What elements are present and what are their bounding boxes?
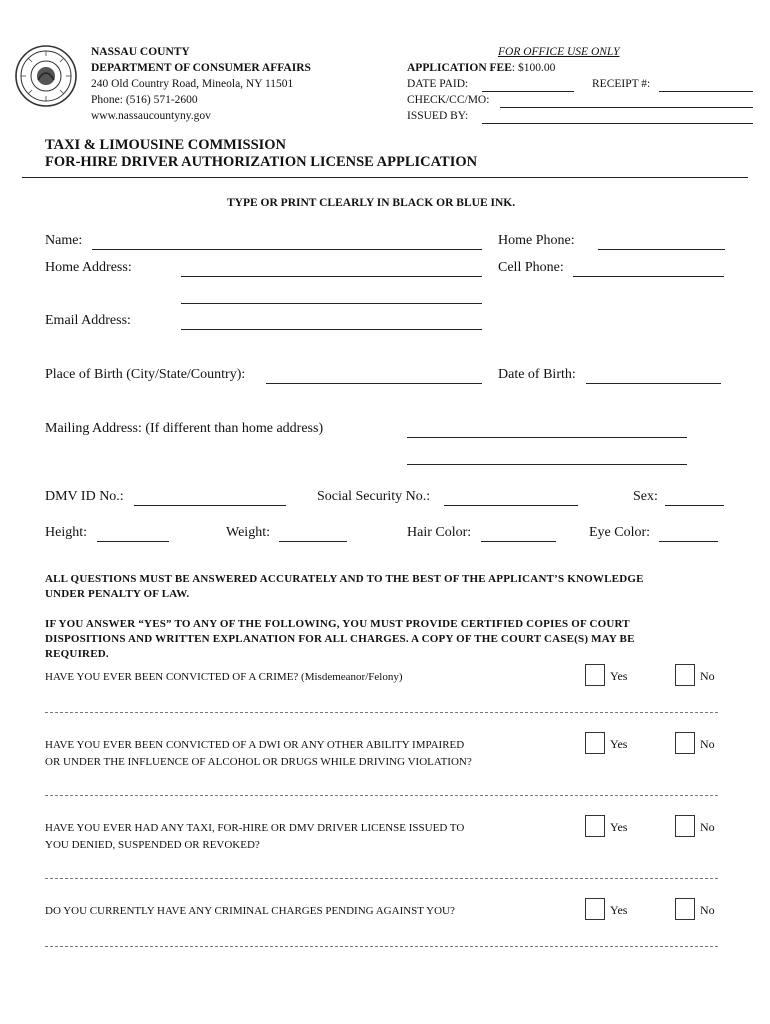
question-4-no-checkbox[interactable] xyxy=(675,898,695,920)
email-label: Email Address: xyxy=(45,313,131,328)
question-3-yes-label: Yes xyxy=(610,820,628,834)
home-address-field-2[interactable] xyxy=(181,303,482,304)
application-fee xyxy=(407,61,555,76)
question-1-text: HAVE YOU EVER BEEN CONVICTED OF A CRIME? (Misdemeanor/Felony) xyxy=(45,671,403,683)
issued-by-line[interactable] xyxy=(482,123,753,124)
sex-field[interactable] xyxy=(665,505,724,506)
ssn-field[interactable] xyxy=(444,505,578,506)
question-3-text-line1: HAVE YOU EVER HAD ANY TAXI, FOR-HIRE OR DMV DRIVER LICENSE ISSUED TO xyxy=(45,822,465,834)
question-3-text-line2: YOU DENIED, SUSPENDED OR REVOKED? xyxy=(45,839,260,851)
org-name: NASSAU COUNTY xyxy=(91,46,190,58)
height-label: Height: xyxy=(45,525,87,540)
mailing-address-field-2[interactable] xyxy=(407,464,687,465)
department-address: 240 Old Country Road, Mineola, NY 11501 xyxy=(91,78,294,90)
ink-instruction: TYPE OR PRINT CLEARLY IN BLACK OR BLUE INK. xyxy=(227,197,516,209)
department-name: DEPARTMENT OF CONSUMER AFFAIRS xyxy=(91,62,311,74)
date-of-birth-label: Date of Birth: xyxy=(498,367,576,382)
dmv-id-field[interactable] xyxy=(134,505,286,506)
question-1-explanation-line[interactable] xyxy=(45,712,718,713)
title-application: FOR-HIRE DRIVER AUTHORIZATION LICENSE APPLICATION xyxy=(45,154,478,170)
department-website: www.nassaucountyny.gov xyxy=(91,110,211,122)
weight-label: Weight: xyxy=(226,525,270,540)
title-rule xyxy=(22,177,748,178)
cell-phone-field[interactable] xyxy=(573,276,724,277)
eye-color-field[interactable] xyxy=(659,541,718,542)
yes-notice-line1: IF YOU ANSWER “YES” TO ANY OF THE FOLLOWING, YOU MUST PROVIDE CERTIFIED COPIES OF COURT xyxy=(45,618,630,630)
county-seal-icon xyxy=(14,44,78,108)
email-field[interactable] xyxy=(181,329,482,330)
question-1-yes-checkbox[interactable] xyxy=(585,664,605,686)
home-phone-label: Home Phone: xyxy=(498,233,575,248)
ssn-label: Social Security No.: xyxy=(317,489,431,504)
question-4-no-label: No xyxy=(700,903,715,917)
yes-notice-line2: DISPOSITIONS AND WRITTEN EXPLANATION FOR ALL CHARGES. A COPY OF THE COURT CASE(S) MAY BE xyxy=(45,633,635,645)
accuracy-notice-line1: ALL QUESTIONS MUST BE ANSWERED ACCURATELY AND TO THE BEST OF THE APPLICANT’S KNOWLEDGE xyxy=(45,573,644,585)
name-field[interactable] xyxy=(92,249,482,250)
question-1-yes-label: Yes xyxy=(610,669,628,683)
question-2-text-line1: HAVE YOU EVER BEEN CONVICTED OF A DWI OR ANY OTHER ABILITY IMPAIRED xyxy=(45,739,465,751)
question-1-no-label: No xyxy=(700,669,715,683)
mailing-address-field-1[interactable] xyxy=(407,437,687,438)
title-commission: TAXI & LIMOUSINE COMMISSION xyxy=(45,137,287,153)
cell-phone-label: Cell Phone: xyxy=(498,260,564,275)
accuracy-notice-line2: UNDER PENALTY OF LAW. xyxy=(45,588,190,600)
question-2-no-checkbox[interactable] xyxy=(675,732,695,754)
question-1-no-checkbox[interactable] xyxy=(675,664,695,686)
sex-label: Sex: xyxy=(633,489,658,504)
mailing-address-label: Mailing Address: (If different than home address) xyxy=(45,421,324,436)
check-cc-mo-line[interactable] xyxy=(500,107,753,108)
question-3-no-label: No xyxy=(700,820,715,834)
place-of-birth-label: Place of Birth (City/State/Country): xyxy=(45,367,246,382)
question-4-yes-label: Yes xyxy=(610,903,628,917)
home-address-field-1[interactable] xyxy=(181,276,482,277)
question-2-explanation-line[interactable] xyxy=(45,795,718,796)
question-2-yes-label: Yes xyxy=(610,737,628,751)
eye-color-label: Eye Color: xyxy=(589,525,651,540)
place-of-birth-field[interactable] xyxy=(266,383,482,384)
dmv-id-label: DMV ID No.: xyxy=(45,489,124,504)
question-2-text-line2: OR UNDER THE INFLUENCE OF ALCOHOL OR DRUGS WHILE DRIVING VIOLATION? xyxy=(45,756,472,768)
office-use-title: FOR OFFICE USE ONLY xyxy=(498,46,620,58)
date-of-birth-field[interactable] xyxy=(586,383,721,384)
question-4-yes-checkbox[interactable] xyxy=(585,898,605,920)
check-cc-mo-label: CHECK/CC/MO: xyxy=(407,94,490,106)
question-2-no-label: No xyxy=(700,737,715,751)
application-fee-value: : $100.00 xyxy=(511,62,556,74)
home-address-label: Home Address: xyxy=(45,260,132,275)
question-3-yes-checkbox[interactable] xyxy=(585,815,605,837)
date-paid-label: DATE PAID: xyxy=(407,78,469,90)
yes-notice-line3: REQUIRED. xyxy=(45,648,109,660)
question-3-no-checkbox[interactable] xyxy=(675,815,695,837)
issued-by-label: ISSUED BY: xyxy=(407,110,469,122)
name-label: Name: xyxy=(45,233,83,248)
question-2-yes-checkbox[interactable] xyxy=(585,732,605,754)
department-phone: Phone: (516) 571-2600 xyxy=(91,94,198,106)
date-paid-line[interactable] xyxy=(482,91,574,92)
weight-field[interactable] xyxy=(279,541,347,542)
receipt-label: RECEIPT #: xyxy=(592,78,651,90)
application-fee-label: APPLICATION FEE xyxy=(407,62,512,74)
height-field[interactable] xyxy=(97,541,169,542)
hair-color-field[interactable] xyxy=(481,541,556,542)
home-phone-field[interactable] xyxy=(598,249,725,250)
question-4-explanation-line[interactable] xyxy=(45,946,718,947)
question-3-explanation-line[interactable] xyxy=(45,878,718,879)
hair-color-label: Hair Color: xyxy=(407,525,472,540)
receipt-line[interactable] xyxy=(659,91,753,92)
question-4-text: DO YOU CURRENTLY HAVE ANY CRIMINAL CHARGES PENDING AGAINST YOU? xyxy=(45,905,455,917)
